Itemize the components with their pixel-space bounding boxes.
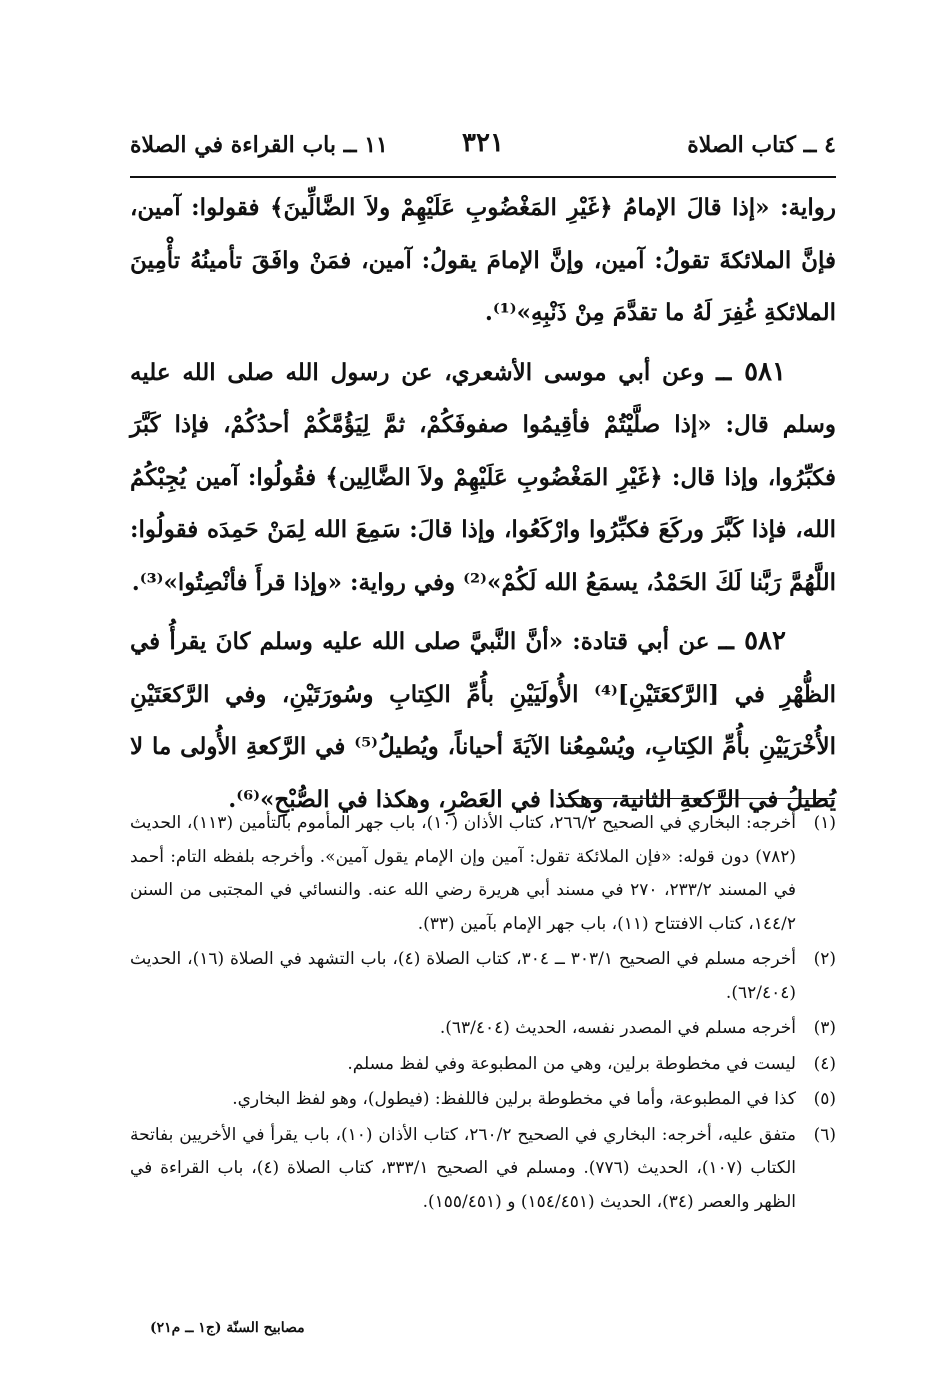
hadith-581: [130, 346, 836, 610]
footnote-divider: [565, 798, 835, 799]
footnote-6: [130, 1119, 836, 1220]
page-number: ٣٢١: [462, 128, 504, 158]
footnote-number: (٣): [813, 1018, 836, 1038]
footnote-number: (٦): [813, 1124, 836, 1145]
footnote-2: [130, 943, 836, 1010]
hadith-number: ٥٨٢ ــ: [718, 626, 786, 656]
footnote-text: أخرجه مسلم في الصحيح ٣٠٣/١ ــ ٣٠٤، كتاب الصلاة (٤)، باب التشهد في الصلاة (١٦)، الحديث (٦٢/٤٠٤).: [130, 949, 796, 1003]
footnote-5: [130, 1083, 836, 1117]
running-header: [130, 128, 836, 172]
footnote-text: أخرجه مسلم في المصدر نفسه، الحديث (٦٣/٤٠٤).: [439, 1018, 796, 1038]
hadith-number: ٥٨١ ــ: [716, 356, 786, 387]
chapter-title: ٤ ــ كتاب الصلاة: [687, 132, 836, 158]
hadith-582: [130, 615, 836, 826]
footnotes: [130, 807, 836, 1221]
footnote-number: (٤): [813, 1053, 836, 1074]
footnote-number: (١): [813, 813, 836, 833]
paragraph-continuation: رواية: «إذا قالَ الإمامُ ﴿غَيْرِ المَغْضُوبِ عَلَيْهِمْ ولاَ الضَّالِّينَ﴾ فقولوا: آمين، فإنَّ الملائكةَ تقولُ: آمين، وإنَّ الإمامَ يقولُ: آمين، فمَنْ وافَقَ تأمينُهُ تأْمِينَ الملائكةِ غُفِرَ لَهُ ما تقدَّمَ مِنْ ذَنْبِهِ»⁽¹⁾.: [130, 194, 836, 326]
header-divider: [130, 176, 836, 178]
footnote-text: كذا في المطبوعة، وأما في مخطوطة برلين فاللفظ: (فيطول)، وهو لفظ البخاري.: [232, 1089, 796, 1109]
printer-signature: مصابيح السنّة (ج١ ــ م٢١): [150, 1320, 305, 1336]
footnote-text: متفق عليه، أخرجه: البخاري في الصحيح ٢٦٠/٢، كتاب الأذان (١٠)، باب يقرأ في الأخريين بفاتحة الكتاب (١٠٧)، الحديث (٧٧٦). ومسلم في الصحيح ٣٣٣/١، كتاب الصلاة (٤)، باب القراءة في الظهر والعصر (٣٤)، الحديث (١٥٤/٤٥١) و (١٥٥/٤٥١).: [130, 1124, 796, 1212]
hadith-text: عن أبي قتادة: «أنَّ النَّبيَّ صلى الله عليه وسلم كانَ يقرأُ في الظُّهْرِ في [الرَّكعَتَيْنِ]⁽⁴⁾ الأُولَيَيْنِ بأُمِّ الكِتابِ وسُورَتَيْنِ، وفي الرَّكعَتَيْنِ الأُخْرَيَيْنِ بأُمِّ الكِتابِ، ويُسْمِعُنا الآيَةَ أحياناً، ويُطيلُ⁽⁵⁾ في الرَّكعةِ الأُولى ما لا يُطيلُ في الرَّكعةِ الثانية، وهكذا في العَصْرِ، وهكذا في الصُّبْحِ»⁽⁶⁾.: [130, 628, 836, 813]
section-title: ١١ ــ باب القراءة في الصلاة: [130, 132, 388, 158]
footnote-number: (٢): [813, 949, 836, 969]
hadith-text: وعن أبي موسى الأشعري، عن رسول الله صلى الله عليه وسلم قال: «إذا صلَّيْتُمْ فأقِيمُوا صفوفَكُمْ، ثمَّ لِيَؤُمَّكُمْ أحدُكُمْ، فإذا كَبَّرَ فكبِّرُوا، وإذا قال: ﴿غَيْرِ المَغْضُوبِ عَلَيْهِمْ ولاَ الضَّالِين﴾ فقُولُوا: آمين يُجِبْكُمُ الله، فإذا كَبَّرَ وركَعَ فكبِّرُوا وارْكَعُوا، وإذا قالَ: سَمِعَ الله لِمَنْ حَمِدَه فقولُوا: اللَّهُمَّ رَبَّنا لَكَ الحَمْدُ، يسمَعُ الله لَكُمْ»⁽²⁾ وفي رواية: «وإذا قرأَ فأنْصِتُوا»⁽³⁾.: [130, 358, 836, 596]
footnote-number: (٥): [813, 1089, 836, 1109]
footnote-text: أخرجه: البخاري في الصحيح ٢٦٦/٢، كتاب الأذان (١٠)، باب جهر المأموم بالتأمين (١١٣)، الحديث (٧٨٢) دون قوله: «فإن الملائكة تقول: آمين وإن الإمام يقول آمين». وأخرجه بلفظه التام: أحمد في المسند ٢٣٣/٢، ٢٧٠ في مسند أبي هريرة رضي الله عنه. والنسائي في المجتبى من السنن ١٤٤/٢، كتاب الافتتاح (١١)، باب جهر الإمام بآمين (٣٣).: [130, 813, 797, 934]
footnote-3: [130, 1012, 836, 1046]
footnote-4: [130, 1048, 836, 1082]
main-text: [130, 182, 836, 826]
footnote-text: ليست في مخطوطة برلين، وهي من المطبوعة وفي لفظ مسلم.: [347, 1053, 796, 1074]
footnote-1: [130, 807, 836, 941]
